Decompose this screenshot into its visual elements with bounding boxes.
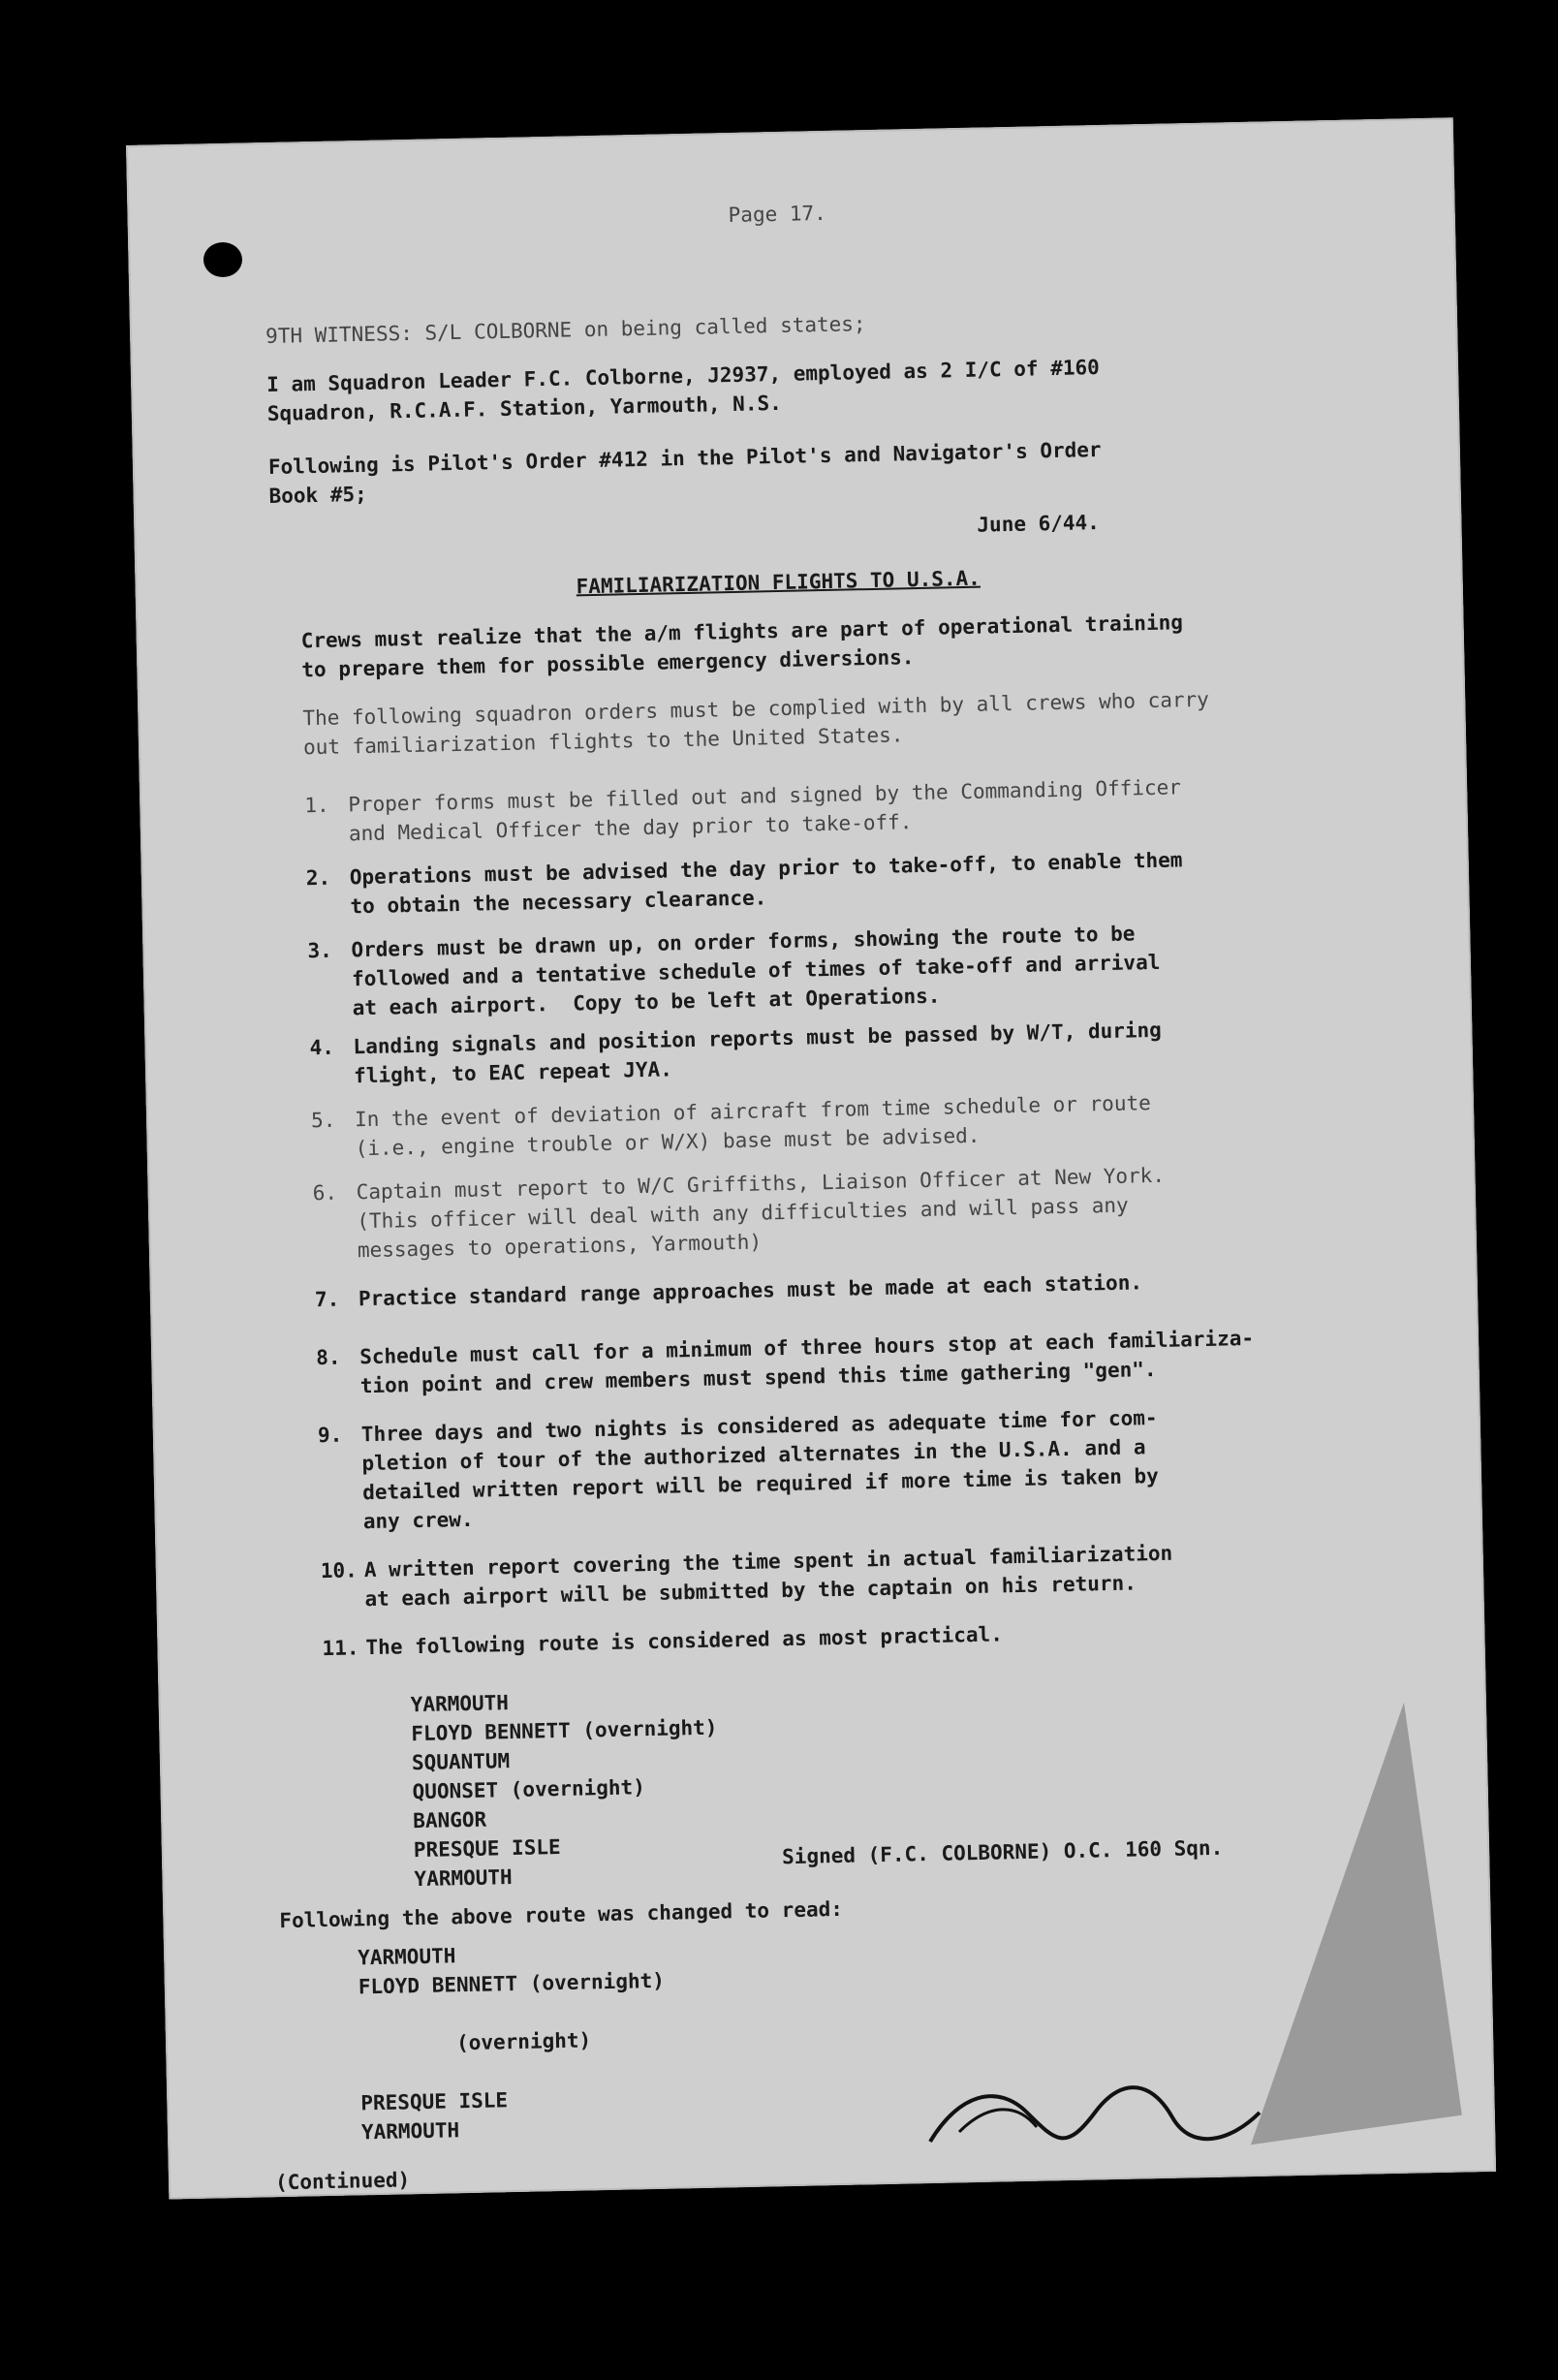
item-text: A written report covering the time spent in actual familiarization at each airport will be submitted by the captain on his return. [363,1541,1173,1612]
item-number: 4. [309,1035,335,1060]
item-text: Operations must be advised the day prior to take-off, to enable them to obtain the necessary clearance. [349,848,1183,919]
route-stop: FLOYD BENNETT (overnight) [358,1968,666,1999]
item-number: 7. [314,1287,340,1312]
route-stop: YARMOUTH [414,1865,513,1892]
order-ref-line-2: Book #5; [268,482,367,508]
witness-line: 9TH WITNESS: S/L COLBORNE on being called states; [265,312,866,349]
page-number: Page 17. [728,201,827,227]
continued-note: (Continued) [274,2168,411,2195]
route-stop: SQUANTUM [411,1749,511,1775]
item-text: Captain must report to W/C Griffiths, Liaison Officer at New York. (This officer will deal with any difficulties and will pass any messages to operations, Yarmouth) [356,1163,1166,1263]
order-ref-line-1: Following is Pilot's Order #412 in the Pilot's and Navigator's Order [267,437,1102,479]
item-number: 3. [307,938,332,963]
crews-line-1: Crews must realize that the a/m flights are part of operational training [300,611,1184,653]
item-number: 1. [304,793,329,818]
route-stop: YARMOUTH [357,1944,456,1970]
item-number: 2. [305,865,331,891]
item-text: Proper forms must be filled out and signed by the Commanding Officer and Medical Officer the day prior to take-off. [348,775,1182,846]
route-stop: BANGOR [413,1807,487,1833]
handwritten-signature [920,2074,1269,2161]
item-number: 11. [322,1636,359,1661]
ink-blot [203,242,242,277]
route-stop: PRESQUE ISLE [360,2088,509,2115]
item-text: Orders must be drawn up, on order forms, showing the route to be followed and a tentative schedule of times of take-off and arrival at each airport. Copy to be left at Operations. [351,922,1161,1020]
item-text: Schedule must call for a minimum of three hours stop at each familiariza- tion point and crew members must spend this time gathering "gen". [358,1326,1255,1398]
route-stop: QUONSET (overnight) [412,1775,646,1804]
route-stop: FLOYD BENNETT (overnight) [411,1715,718,1746]
intro-line-2: Squadron, R.C.A.F. Station, Yarmouth, N.S. [266,391,782,426]
item-text: Practice standard range approaches must be made at each station. [358,1270,1143,1311]
route-stop: PRESQUE ISLE [413,1834,561,1863]
item-number: 8. [315,1345,341,1370]
item-text: Three days and two nights is considered as adequate time for com- pletion of tour of the authorized alternates in the U.S.A. and a detailed written report will be required if more time is taken by any crew. [360,1405,1160,1534]
signed-line: Signed (F.C. COLBORNE) O.C. 160 Sqn. [781,1835,1224,1869]
route-stop: (overnight) [455,2028,592,2055]
orders-line-2: out familiarization flights to the United States. [302,723,904,760]
intro-line-1: I am Squadron Leader F.C. Colborne, J2937, employed as 2 I/C of #160 [265,356,1101,397]
item-number: 9. [317,1423,343,1448]
orders-line-1: The following squadron orders must be complied with by all crews who carry [302,687,1210,731]
crews-line-2: to prepare them for possible emergency diversions. [301,645,915,682]
item-number: 10. [320,1558,358,1583]
route-stop: YARMOUTH [360,2118,460,2145]
item-text: Landing signals and position reports must be passed by W/T, during flight, to EAC repeat JYA. [353,1018,1163,1088]
item-text: In the event of deviation of aircraft from time schedule or route (i.e., engine trouble or W/X) base must be advised. [354,1091,1151,1161]
route-stop: YARMOUTH [410,1691,510,1717]
route-changed-line: Following the above route was changed to read: [279,1896,844,1933]
item-number: 5. [310,1108,336,1133]
item-number: 6. [312,1180,338,1206]
order-heading: FAMILIARIZATION FLIGHTS TO U.S.A. [576,566,982,599]
item-text: The following route is considered as most practical. [365,1622,1004,1660]
order-date: June 6/44. [977,511,1101,537]
